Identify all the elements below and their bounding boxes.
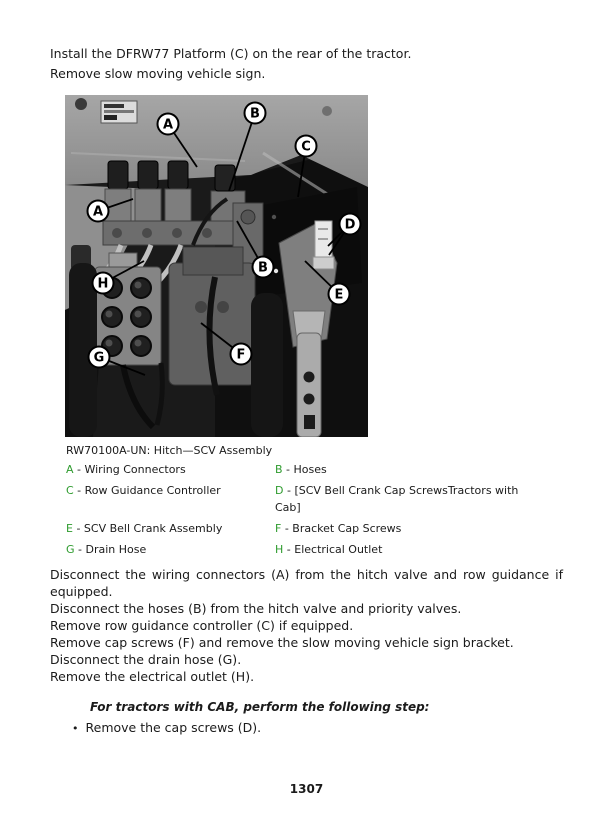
legend-text: - Wiring Connectors	[73, 463, 186, 476]
legend-item-g	[66, 541, 275, 558]
instruction-paragraph: Disconnect the hoses (B) from the hitch valve and priority valves.	[50, 601, 462, 616]
intro-paragraph	[50, 44, 570, 84]
callout-label: A	[162, 117, 174, 133]
figure-legend	[66, 461, 563, 562]
legend-key: B	[275, 463, 283, 476]
bullet-item-text: Remove the cap screws (D).	[85, 720, 262, 735]
legend-item-d	[275, 482, 525, 516]
figure-photo	[65, 95, 368, 437]
instruction-paragraph: Disconnect the wiring connectors (A) from the hitch valve and row guidance if equipped.	[50, 567, 563, 599]
intro-line: Install the DFRW77 Platform (C) on the rear of the tractor.	[50, 46, 412, 61]
callout-label: C	[301, 139, 311, 155]
legend-text: - Electrical Outlet	[283, 543, 383, 556]
instruction-paragraph: Remove cap screws (F) and remove the slow moving vehicle sign bracket.	[50, 635, 514, 650]
cab-note: For tractors with CAB, perform the following step:	[90, 700, 430, 714]
legend-item-b	[275, 461, 525, 478]
legend-item-a	[66, 461, 275, 478]
page-number: 1307	[289, 782, 324, 796]
legend-key: E	[66, 522, 73, 535]
legend-key: G	[66, 543, 75, 556]
callout-label: D	[344, 217, 356, 233]
legend-text: - Row Guidance Controller	[73, 484, 221, 497]
machinery-illustration	[65, 95, 368, 437]
legend-text: - SCV Bell Crank Assembly	[72, 522, 223, 535]
legend-text: - Bracket Cap Screws	[281, 522, 402, 535]
instruction-paragraphs	[50, 566, 563, 685]
instruction-paragraph: Remove the electrical outlet (H).	[50, 669, 255, 684]
bullet-item	[72, 719, 261, 737]
hitch-scv-assembly-photo	[65, 95, 368, 437]
legend-key: H	[275, 543, 284, 556]
bullet-marker-icon	[72, 720, 79, 735]
callout-label: E	[334, 287, 344, 303]
intro-line: Remove slow moving vehicle sign.	[50, 66, 266, 81]
instruction-paragraph: Remove row guidance controller (C) if equipped.	[50, 618, 354, 633]
legend-key: F	[275, 522, 282, 535]
legend-item-c	[66, 482, 275, 516]
callout-label: G	[93, 350, 105, 366]
legend-text: - Drain Hose	[74, 543, 147, 556]
callout-label: B	[250, 106, 260, 122]
legend-item-e	[66, 520, 275, 537]
callout-label: H	[97, 276, 109, 292]
legend-key: D	[275, 484, 284, 497]
legend-key: A	[66, 463, 74, 476]
legend-key: C	[66, 484, 74, 497]
callout-label: F	[236, 347, 246, 363]
figure-caption: RW70100A-UN: Hitch—SCV Assembly	[66, 444, 273, 457]
callout-label: A	[92, 204, 104, 220]
legend-text: - [SCV Bell Crank Cap ScrewsTractors with Cab]	[275, 484, 519, 514]
legend-item-h	[275, 541, 525, 558]
instruction-paragraph: Disconnect the drain hose (G).	[50, 652, 242, 667]
legend-item-f	[275, 520, 525, 537]
callout-label: B	[258, 260, 268, 276]
legend-text: - Hoses	[282, 463, 327, 476]
